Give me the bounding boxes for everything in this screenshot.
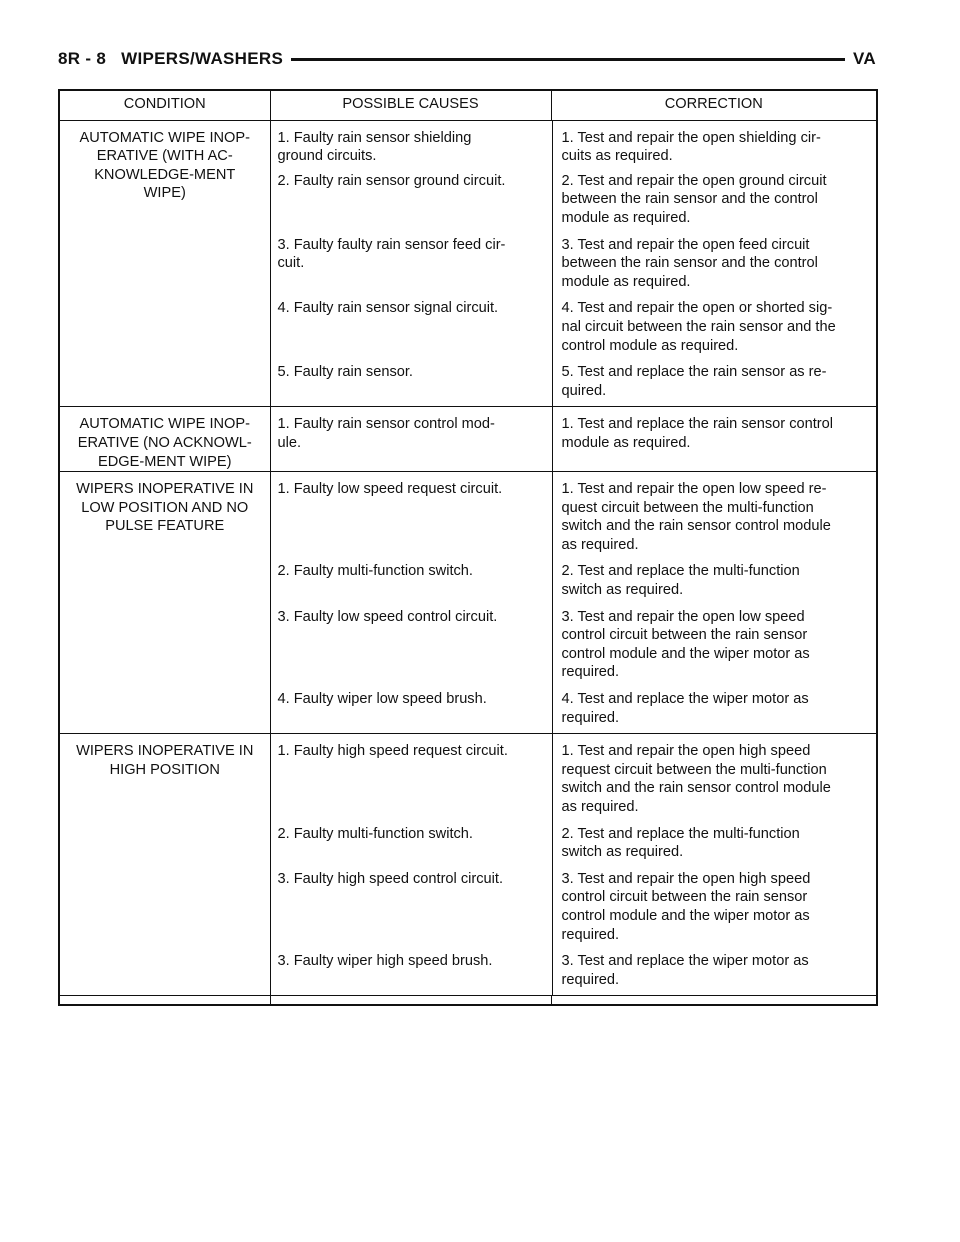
condition-cell: AUTOMATIC WIPE INOP- ERATIVE (NO ACKNOWL- EDGE-MENT WIPE): [59, 407, 270, 472]
column-divider: [552, 472, 553, 733]
condition-cell: WIPERS INOPERATIVE IN LOW POSITION AND NO PULSE FEATURE: [59, 472, 270, 734]
cause-correction-cell: [270, 120, 877, 407]
possible-cause: 3. Faulty faulty rain sensor feed cir- cuit.: [277, 236, 506, 272]
column-header-causes: POSSIBLE CAUSES: [270, 90, 551, 120]
correction: 5. Test and replace the rain sensor as re- quired.: [561, 364, 827, 399]
possible-cause: 2. Faulty multi-function switch.: [277, 563, 473, 580]
cause-correction-pair: [271, 415, 877, 452]
table-body: [59, 120, 877, 1005]
correction: 3. Test and repair the open high speed control circuit between the rain sensor control module and the wiper motor as required.: [561, 870, 811, 943]
correction: 2. Test and replace the multi-function switch as required.: [561, 825, 800, 861]
correction: 2. Test and repair the open ground circuit between the rain sensor and the control module as required.: [561, 172, 827, 226]
page-header: [58, 44, 876, 74]
table-row: [59, 472, 877, 734]
possible-cause: 4. Faulty wiper low speed brush.: [277, 691, 487, 708]
cause-correction-pair: [271, 608, 877, 682]
correction: 1. Test and replace the rain sensor control module as required.: [561, 416, 833, 451]
correction: 4. Test and replace the wiper motor as required.: [561, 691, 809, 726]
table-row: [59, 120, 877, 407]
tail-cell: [270, 996, 551, 1006]
column-divider: [552, 734, 553, 995]
cause-correction-pair: [271, 299, 877, 355]
correction: 2. Test and replace the multi-function switch as required.: [561, 563, 800, 599]
table-row: [59, 734, 877, 996]
possible-cause: 2. Faulty rain sensor ground circuit.: [277, 172, 506, 189]
possible-cause: 2. Faulty multi-function switch.: [277, 825, 473, 842]
cause-correction-pair: [271, 825, 877, 862]
cause-correction-pair: [271, 870, 877, 944]
possible-cause: 1. Faulty rain sensor shielding ground circuits.: [277, 129, 472, 165]
column-divider: [552, 407, 553, 471]
possible-cause: 1. Faulty low speed request circuit.: [277, 481, 503, 498]
table-header-row: [59, 90, 877, 120]
cause-correction-cell: [270, 407, 877, 472]
cause-correction-pair: [271, 129, 877, 166]
tail-cell: [59, 996, 270, 1006]
header-rule: [291, 58, 845, 61]
cause-correction-pair: [271, 363, 877, 400]
page-section-label: 8R - 8 WIPERS/WASHERS: [58, 49, 284, 68]
cause-correction-pair: [271, 742, 877, 816]
correction: 4. Test and repair the open or shorted sig- nal circuit between the rain sensor and the control module as required.: [561, 300, 836, 354]
condition-cell: AUTOMATIC WIPE INOP- ERATIVE (WITH AC- KNOWLEDGE-MENT WIPE): [59, 120, 270, 407]
possible-cause: 5. Faulty rain sensor.: [277, 364, 413, 381]
cause-correction-pair: [271, 952, 877, 989]
diagnosis-table: [58, 89, 878, 1006]
correction: 3. Test and replace the wiper motor as required.: [561, 953, 809, 988]
table-tail-row: [59, 996, 877, 1006]
correction: 3. Test and repair the open feed circuit between the rain sensor and the control module as required.: [561, 236, 818, 290]
cause-correction-pair: [271, 172, 877, 228]
table-row: [59, 407, 877, 472]
cause-correction-pair: [271, 690, 877, 727]
cause-correction-cell: [270, 734, 877, 996]
possible-cause: 3. Faulty wiper high speed brush.: [277, 953, 493, 970]
possible-cause: 3. Faulty low speed control circuit.: [277, 608, 498, 625]
cause-correction-pair: [271, 236, 877, 292]
column-header-correction: CORRECTION: [551, 90, 877, 120]
possible-cause: 1. Faulty high speed request circuit.: [277, 743, 508, 760]
correction: 3. Test and repair the open low speed control circuit between the rain sensor control module and the wiper motor as required.: [561, 608, 810, 681]
column-header-condition: CONDITION: [59, 90, 270, 120]
vehicle-code: VA: [853, 49, 876, 68]
possible-cause: 1. Faulty rain sensor control mod- ule.: [277, 416, 495, 451]
cause-correction-pair: [271, 480, 877, 554]
tail-cell: [551, 996, 877, 1006]
correction: 1. Test and repair the open high speed request circuit between the multi-function switch and the rain sensor control module as required.: [561, 743, 831, 815]
condition-cell: WIPERS INOPERATIVE IN HIGH POSITION: [59, 734, 270, 996]
possible-cause: 3. Faulty high speed control circuit.: [277, 870, 504, 887]
correction: 1. Test and repair the open low speed re- quest circuit between the multi-function switch and the rain sensor control module as required.: [561, 481, 831, 553]
cause-correction-pair: [271, 562, 877, 599]
correction: 1. Test and repair the open shielding cir- cuits as required.: [561, 129, 821, 165]
cause-correction-cell: [270, 472, 877, 734]
possible-cause: 4. Faulty rain sensor signal circuit.: [277, 300, 499, 317]
column-divider: [552, 121, 553, 407]
